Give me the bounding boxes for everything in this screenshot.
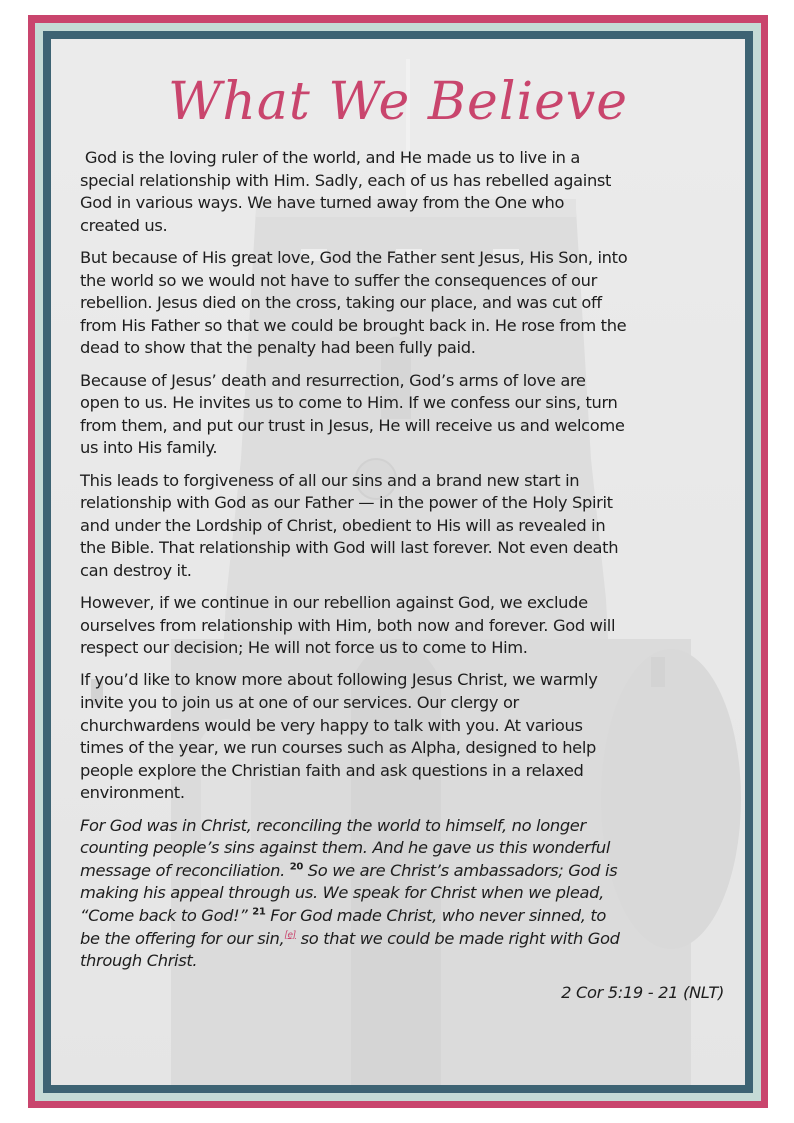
text-line: from His Father so that we could be brought back in. He rose from the: [80, 315, 627, 335]
quote-line: For God was in Christ, reconciling the world to himself, no longer: [80, 815, 586, 835]
quote-line: [80, 905, 730, 928]
text-line: can destroy it.: [80, 560, 192, 580]
text-line: times of the year, we run courses such as Alpha, designed to help: [80, 738, 597, 758]
text-line: invite you to join us at one of our services. Our clergy or: [80, 693, 519, 713]
text-line: Because of Jesus’ death and resurrection, God’s arms of love are: [80, 370, 586, 390]
text-line: However, if we continue in our rebellion against God, we exclude: [80, 593, 588, 613]
quote-line: [80, 860, 730, 883]
footnote-link[interactable]: [e]: [284, 930, 296, 941]
text-line: dead to show that the penalty had been fully paid.: [80, 338, 476, 358]
body-text: [80, 147, 730, 1005]
text-line: But because of His great love, God the Father sent Jesus, His Son, into: [80, 247, 628, 267]
quote-text: so that we could be made right with God: [295, 928, 620, 948]
quote-line: making his appeal through us. We speak for Christ when we plead,: [80, 883, 604, 903]
text-line: the Bible. That relationship with God will last forever. Not even death: [80, 538, 619, 558]
text-line: ourselves from relationship with Him, both now and forever. God will: [80, 615, 616, 635]
text-line: This leads to forgiveness of all our sins and a brand new start in: [80, 470, 580, 490]
paragraph-great-love: [80, 247, 730, 360]
text-line: and under the Lordship of Christ, obedient to His will as revealed in: [80, 515, 606, 535]
text-line: people explore the Christian faith and ask questions in a relaxed: [80, 760, 584, 780]
quote-line: through Christ.: [80, 951, 198, 971]
quote-text: For God made Christ, who never sinned, to: [265, 905, 607, 925]
text-line: relationship with God as our Father — in the power of the Holy Spirit: [80, 493, 613, 513]
quote-text: message of reconciliation.: [80, 860, 290, 880]
text-line: special relationship with Him. Sadly, each of us has rebelled against: [80, 170, 612, 190]
paragraph-death-resurrection: [80, 370, 730, 460]
quote-text: be the offering for our sin,: [80, 928, 285, 948]
text-line: God is the loving ruler of the world, and He made us to live in a: [80, 148, 581, 167]
content-panel: [51, 39, 745, 1085]
text-line: respect our decision; He will not force us to come to Him.: [80, 638, 528, 658]
quote-line: counting people’s sins against them. And he gave us this wonderful: [80, 838, 610, 858]
paragraph-forgiveness: [80, 470, 730, 583]
text-line: us into His family.: [80, 438, 218, 458]
scripture-quote: [80, 815, 730, 973]
text-line: open to us. He invites us to come to Him. If we confess our sins, turn: [80, 393, 618, 413]
quote-text: So we are Christ’s ambassadors; God is: [302, 860, 618, 880]
quote-line: [80, 928, 730, 951]
paragraph-invitation: [80, 669, 730, 805]
paragraph-rebellion: [80, 592, 730, 660]
text-line: the world so we would not have to suffer the consequences of our: [80, 270, 597, 290]
scripture-citation: 2 Cor 5:19 - 21 (NLT): [561, 983, 724, 1003]
paragraph-god-loving-ruler: [80, 147, 730, 237]
text-line: from them, and put our trust in Jesus, He will receive us and welcome: [80, 415, 625, 435]
text-line: rebellion. Jesus died on the cross, taking our place, and was cut off: [80, 293, 602, 313]
text-line: God in various ways. We have turned away from the One who: [80, 193, 565, 213]
verse-number-20: 20: [289, 861, 303, 873]
page-title: What We Believe: [167, 72, 629, 132]
text-line: created us.: [80, 215, 168, 235]
text-line: If you’d like to know more about following Jesus Christ, we warmly: [80, 670, 598, 690]
text-line: environment.: [80, 783, 185, 803]
quote-text: “Come back to God!”: [80, 905, 253, 925]
verse-number-21: 21: [252, 906, 266, 918]
text-line: churchwardens would be very happy to talk with you. At various: [80, 715, 583, 735]
